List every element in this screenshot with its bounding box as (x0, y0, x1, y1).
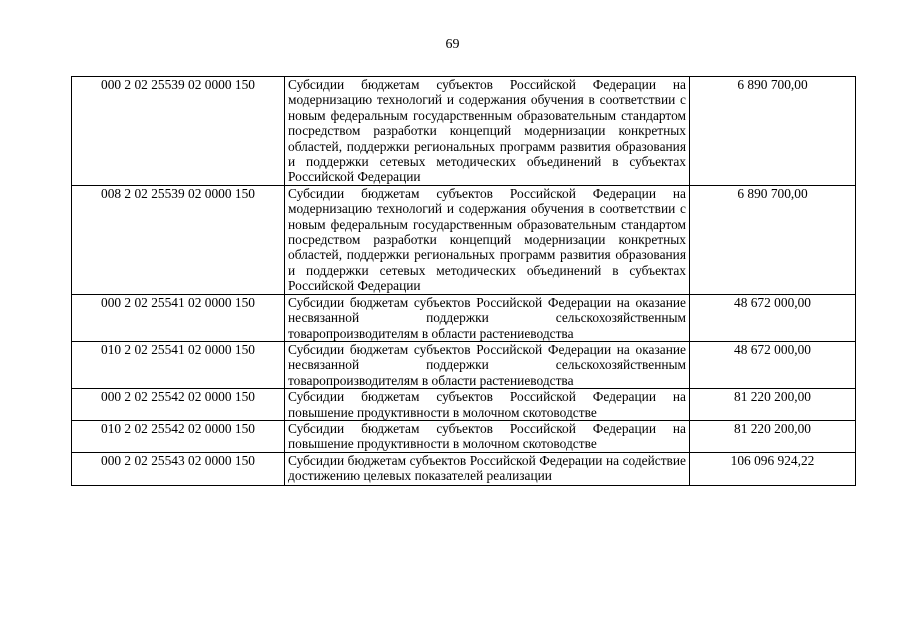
budget-code-cell: 010 2 02 25541 02 0000 150 (72, 341, 285, 388)
table-row (72, 452, 856, 485)
revenue-name-text: Субсидии бюджетам субъектов Российской Федерации на содействие достижению целевых показателей реализации (288, 452, 686, 484)
table-row (72, 420, 856, 452)
amount-cell: 6 890 700,00 (690, 77, 856, 186)
amount-cell: 48 672 000,00 (690, 341, 856, 388)
table-row (72, 341, 856, 388)
revenue-name-cell: Субсидии бюджетам субъектов Российской Федерации на повышение продуктивности в молочном скотоводстве (285, 420, 690, 452)
page-number: 69 (445, 37, 460, 52)
table-row (72, 185, 856, 294)
revenue-name-cell: Субсидии бюджетам субъектов Российской Федерации на оказание несвязанной поддержки сельскохозяйственным товаропроизводителям в области растениеводства (285, 341, 690, 388)
revenue-name-cell: Субсидии бюджетам субъектов Российской Федерации на повышение продуктивности в молочном скотоводстве (285, 389, 690, 421)
budget-revenue-table (71, 76, 856, 486)
budget-code-text: 000 2 02 25543 02 0000 150 (101, 452, 255, 468)
revenue-name-cell: Субсидии бюджетам субъектов Российской Федерации на модернизацию технологий и содержания обучения в соответствии с новым федеральным государственным образовательным стандартом посредством разработки концепций модернизации конкретных областей, поддержки региональных программ развития образования и поддержки сетевых методических объединений в субъектах Российской Федерации (285, 185, 690, 294)
amount-cell: 81 220 200,00 (690, 389, 856, 421)
revenue-name-cell: Субсидии бюджетам субъектов Российской Федерации на оказание несвязанной поддержки сельскохозяйственным товаропроизводителям в области растениеводства (285, 294, 690, 341)
amount-cell: 6 890 700,00 (690, 185, 856, 294)
amount-cell: 48 672 000,00 (690, 294, 856, 341)
amount-cell: 81 220 200,00 (690, 420, 856, 452)
amount-text: 106 096 924,22 (730, 452, 815, 468)
budget-code-cell: 000 2 02 25541 02 0000 150 (72, 294, 285, 341)
table-row (72, 389, 856, 421)
budget-code-cell: 000 2 02 25539 02 0000 150 (72, 77, 285, 186)
budget-code-cell (72, 452, 285, 485)
budget-code-cell: 008 2 02 25539 02 0000 150 (72, 185, 285, 294)
amount-cell (690, 452, 856, 485)
budget-code-cell: 010 2 02 25542 02 0000 150 (72, 420, 285, 452)
table-row (72, 294, 856, 341)
table-row (72, 77, 856, 186)
revenue-name-cell (285, 452, 690, 485)
budget-code-cell: 000 2 02 25542 02 0000 150 (72, 389, 285, 421)
revenue-name-cell: Субсидии бюджетам субъектов Российской Федерации на модернизацию технологий и содержания обучения в соответствии с новым федеральным государственным образовательным стандартом посредством разработки концепций модернизации конкретных областей, поддержки региональных программ развития образования и поддержки сетевых методических объединений в субъектах Российской Федерации (285, 77, 690, 186)
